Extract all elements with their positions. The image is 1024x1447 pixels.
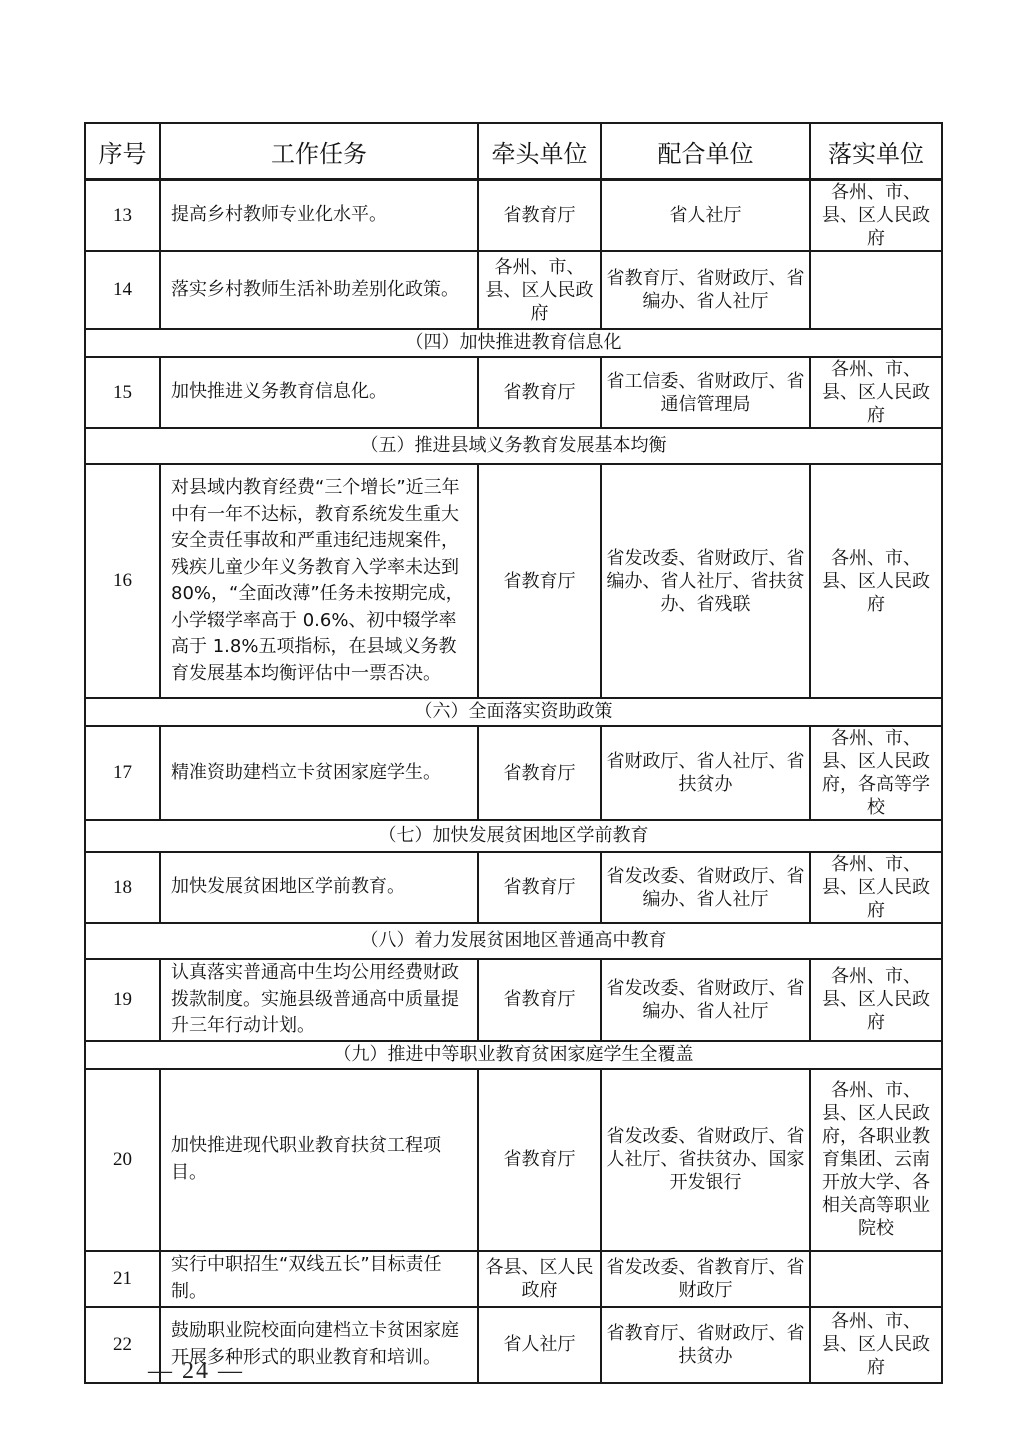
table-row: [85, 1251, 942, 1307]
row-impl-unit: 各州、市、县、区人民政府: [810, 852, 942, 923]
row-lead-unit: 省教育厅: [478, 357, 601, 428]
row-lead-unit: 省人社厅: [478, 1307, 601, 1383]
row-coop-unit: 省人社厅: [601, 180, 810, 252]
row-lead-unit: 省教育厅: [478, 852, 601, 923]
row-impl-unit: 各州、市、县、区人民政府: [810, 180, 942, 252]
row-task: 鼓励职业院校面向建档立卡贫困家庭开展多种形式的职业教育和培训。: [160, 1307, 478, 1383]
section-row: [85, 923, 942, 959]
row-impl-unit: 各州、市、县、区人民政府: [810, 464, 942, 698]
row-coop-unit: 省教育厅、省财政厅、省扶贫办: [601, 1307, 810, 1383]
row-number: 13: [85, 180, 160, 252]
section-row: [85, 428, 942, 464]
row-task: 提高乡村教师专业化水平。: [160, 180, 478, 252]
row-task: 实行中职招生“双线五长”目标责任制。: [160, 1251, 478, 1307]
header-coop-unit: 配合单位: [601, 123, 810, 180]
row-impl-unit: 各州、市、县、区人民政府，各职业教育集团、云南开放大学、各相关高等职业院校: [810, 1069, 942, 1251]
page-number: — 24 —: [148, 1358, 244, 1384]
row-number: 19: [85, 959, 160, 1041]
row-task: 对县域内教育经费“三个增长”近三年中有一年不达标，教育系统发生重大安全责任事故和严重违纪违规案件，残疾儿童少年义务教育入学率未达到 80%，“全面改薄”任务未按期完成，小学辍学率高于 0.6%、初中辍学率高于 1.8%五项指标，在县域义务教育发展基本均衡评估中一票否决。: [160, 464, 478, 698]
table-row: [85, 959, 942, 1041]
row-number: 21: [85, 1251, 160, 1307]
row-impl-unit: 各州、市、县、区人民政府，各高等学校: [810, 726, 942, 820]
row-number: 22: [85, 1307, 160, 1383]
table-row: [85, 852, 942, 923]
row-coop-unit: 省工信委、省财政厅、省通信管理局: [601, 357, 810, 428]
header-impl-unit: 落实单位: [810, 123, 942, 180]
section-title: （七）加快发展贫困地区学前教育: [85, 820, 942, 852]
section-row: [85, 698, 942, 726]
section-title: （六）全面落实资助政策: [85, 698, 942, 726]
row-number: 16: [85, 464, 160, 698]
row-impl-unit: 各州、市、县、区人民政府: [810, 357, 942, 428]
row-lead-unit: 省教育厅: [478, 180, 601, 252]
table-row: [85, 251, 942, 329]
row-lead-unit: 省教育厅: [478, 1069, 601, 1251]
row-coop-unit: 省发改委、省财政厅、省编办、省人社厅: [601, 959, 810, 1041]
row-lead-unit: 各县、区人民政府: [478, 1251, 601, 1307]
section-title: （八）着力发展贫困地区普通高中教育: [85, 923, 942, 959]
table-row: [85, 464, 942, 698]
section-row: [85, 1041, 942, 1069]
row-task: 加快推进义务教育信息化。: [160, 357, 478, 428]
row-number: 20: [85, 1069, 160, 1251]
header-serial: 序号: [85, 123, 160, 180]
row-task: 精准资助建档立卡贫困家庭学生。: [160, 726, 478, 820]
row-number: 14: [85, 251, 160, 329]
row-coop-unit: 省发改委、省财政厅、省人社厅、省扶贫办、国家开发银行: [601, 1069, 810, 1251]
row-number: 15: [85, 357, 160, 428]
row-lead-unit: 各州、市、县、区人民政府: [478, 251, 601, 329]
row-impl-unit: [810, 1251, 942, 1307]
row-task: 加快发展贫困地区学前教育。: [160, 852, 478, 923]
row-lead-unit: 省教育厅: [478, 464, 601, 698]
section-row: [85, 329, 942, 357]
row-coop-unit: 省发改委、省财政厅、省编办、省人社厅: [601, 852, 810, 923]
table-row: [85, 180, 942, 252]
row-coop-unit: 省发改委、省教育厅、省财政厅: [601, 1251, 810, 1307]
row-impl-unit: 各州、市、县、区人民政府: [810, 959, 942, 1041]
section-row: [85, 820, 942, 852]
row-lead-unit: 省教育厅: [478, 959, 601, 1041]
header-lead-unit: 牵头单位: [478, 123, 601, 180]
row-lead-unit: 省教育厅: [478, 726, 601, 820]
row-task: 落实乡村教师生活补助差别化政策。: [160, 251, 478, 329]
table-row: [85, 726, 942, 820]
row-impl-unit: 各州、市、县、区人民政府: [810, 1307, 942, 1383]
row-coop-unit: 省教育厅、省财政厅、省编办、省人社厅: [601, 251, 810, 329]
row-number: 18: [85, 852, 160, 923]
row-coop-unit: 省发改委、省财政厅、省编办、省人社厅、省扶贫办、省残联: [601, 464, 810, 698]
section-title: （四）加快推进教育信息化: [85, 329, 942, 357]
header-task: 工作任务: [160, 123, 478, 180]
row-task: 加快推进现代职业教育扶贫工程项目。: [160, 1069, 478, 1251]
row-task: 认真落实普通高中生均公用经费财政拨款制度。实施县级普通高中质量提升三年行动计划。: [160, 959, 478, 1041]
task-table: [84, 122, 943, 1384]
header-row: [85, 123, 942, 180]
task-table-container: [84, 122, 941, 1384]
table-row: [85, 357, 942, 428]
row-impl-unit: [810, 251, 942, 329]
row-coop-unit: 省财政厅、省人社厅、省扶贫办: [601, 726, 810, 820]
section-title: （五）推进县域义务教育发展基本均衡: [85, 428, 942, 464]
table-row: [85, 1069, 942, 1251]
row-number: 17: [85, 726, 160, 820]
section-title: （九）推进中等职业教育贫困家庭学生全覆盖: [85, 1041, 942, 1069]
